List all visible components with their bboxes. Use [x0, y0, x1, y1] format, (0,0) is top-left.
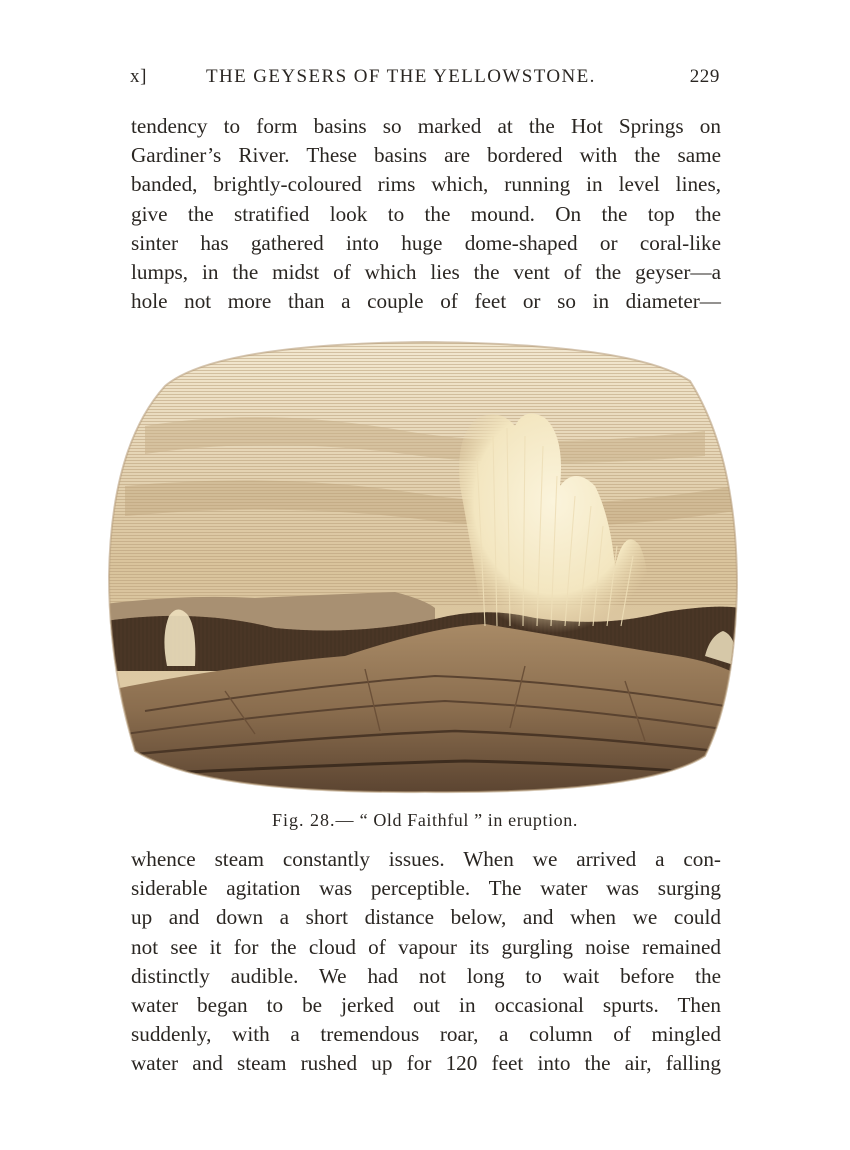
text-line: sinter has gathered into huge dome-shaped or coral-like: [131, 230, 721, 255]
paragraph-after-figure: [131, 845, 721, 1079]
text-line: tendency to form basins so marked at the Hot Springs on: [131, 114, 721, 138]
text-line: whence steam constantly issues. When we arrived a con-: [131, 847, 721, 871]
engraving-illustration: [105, 336, 740, 796]
text-line: lumps, in the midst of which lies the vent of the geyser—a: [131, 260, 721, 285]
figure-caption: [0, 810, 850, 831]
text-line: hole not more than a couple of feet or so in diameter—: [131, 289, 721, 314]
running-head: [130, 66, 720, 96]
text-line: up and down a short distance below, and when we could: [131, 905, 721, 930]
text-line: give the stratified look to the mound. On the top the: [131, 201, 721, 226]
chapter-marker: x]: [130, 66, 148, 87]
text-line: distinctly audible. We had not long to wait before the: [131, 963, 721, 988]
running-head-title: THE GEYSERS OF THE YELLOWSTONE.: [206, 66, 596, 87]
figure-caption-text: “ Old Faithful ” in eruption.: [359, 810, 578, 830]
page-number: 229: [689, 66, 720, 87]
text-line: suddenly, with a tremendous roar, a column of mingled: [131, 1022, 721, 1047]
text-line: not see it for the cloud of vapour its gurgling noise remained: [131, 934, 721, 959]
engraving-old-faithful: [105, 336, 740, 796]
text-line: siderable agitation was perceptible. The water was surging: [131, 876, 721, 901]
paragraph-before-figure: [131, 112, 721, 316]
figure-number: Fig. 28.—: [272, 810, 355, 830]
text-line: water and steam rushed up for 120 feet into the air, falling: [131, 1051, 721, 1076]
text-line: banded, brightly-coloured rims which, running in level lines,: [131, 172, 721, 197]
text-line: Gardiner’s River. These basins are bordered with the same: [131, 143, 721, 168]
text-line: water began to be jerked out in occasional spurts. Then: [131, 993, 721, 1018]
